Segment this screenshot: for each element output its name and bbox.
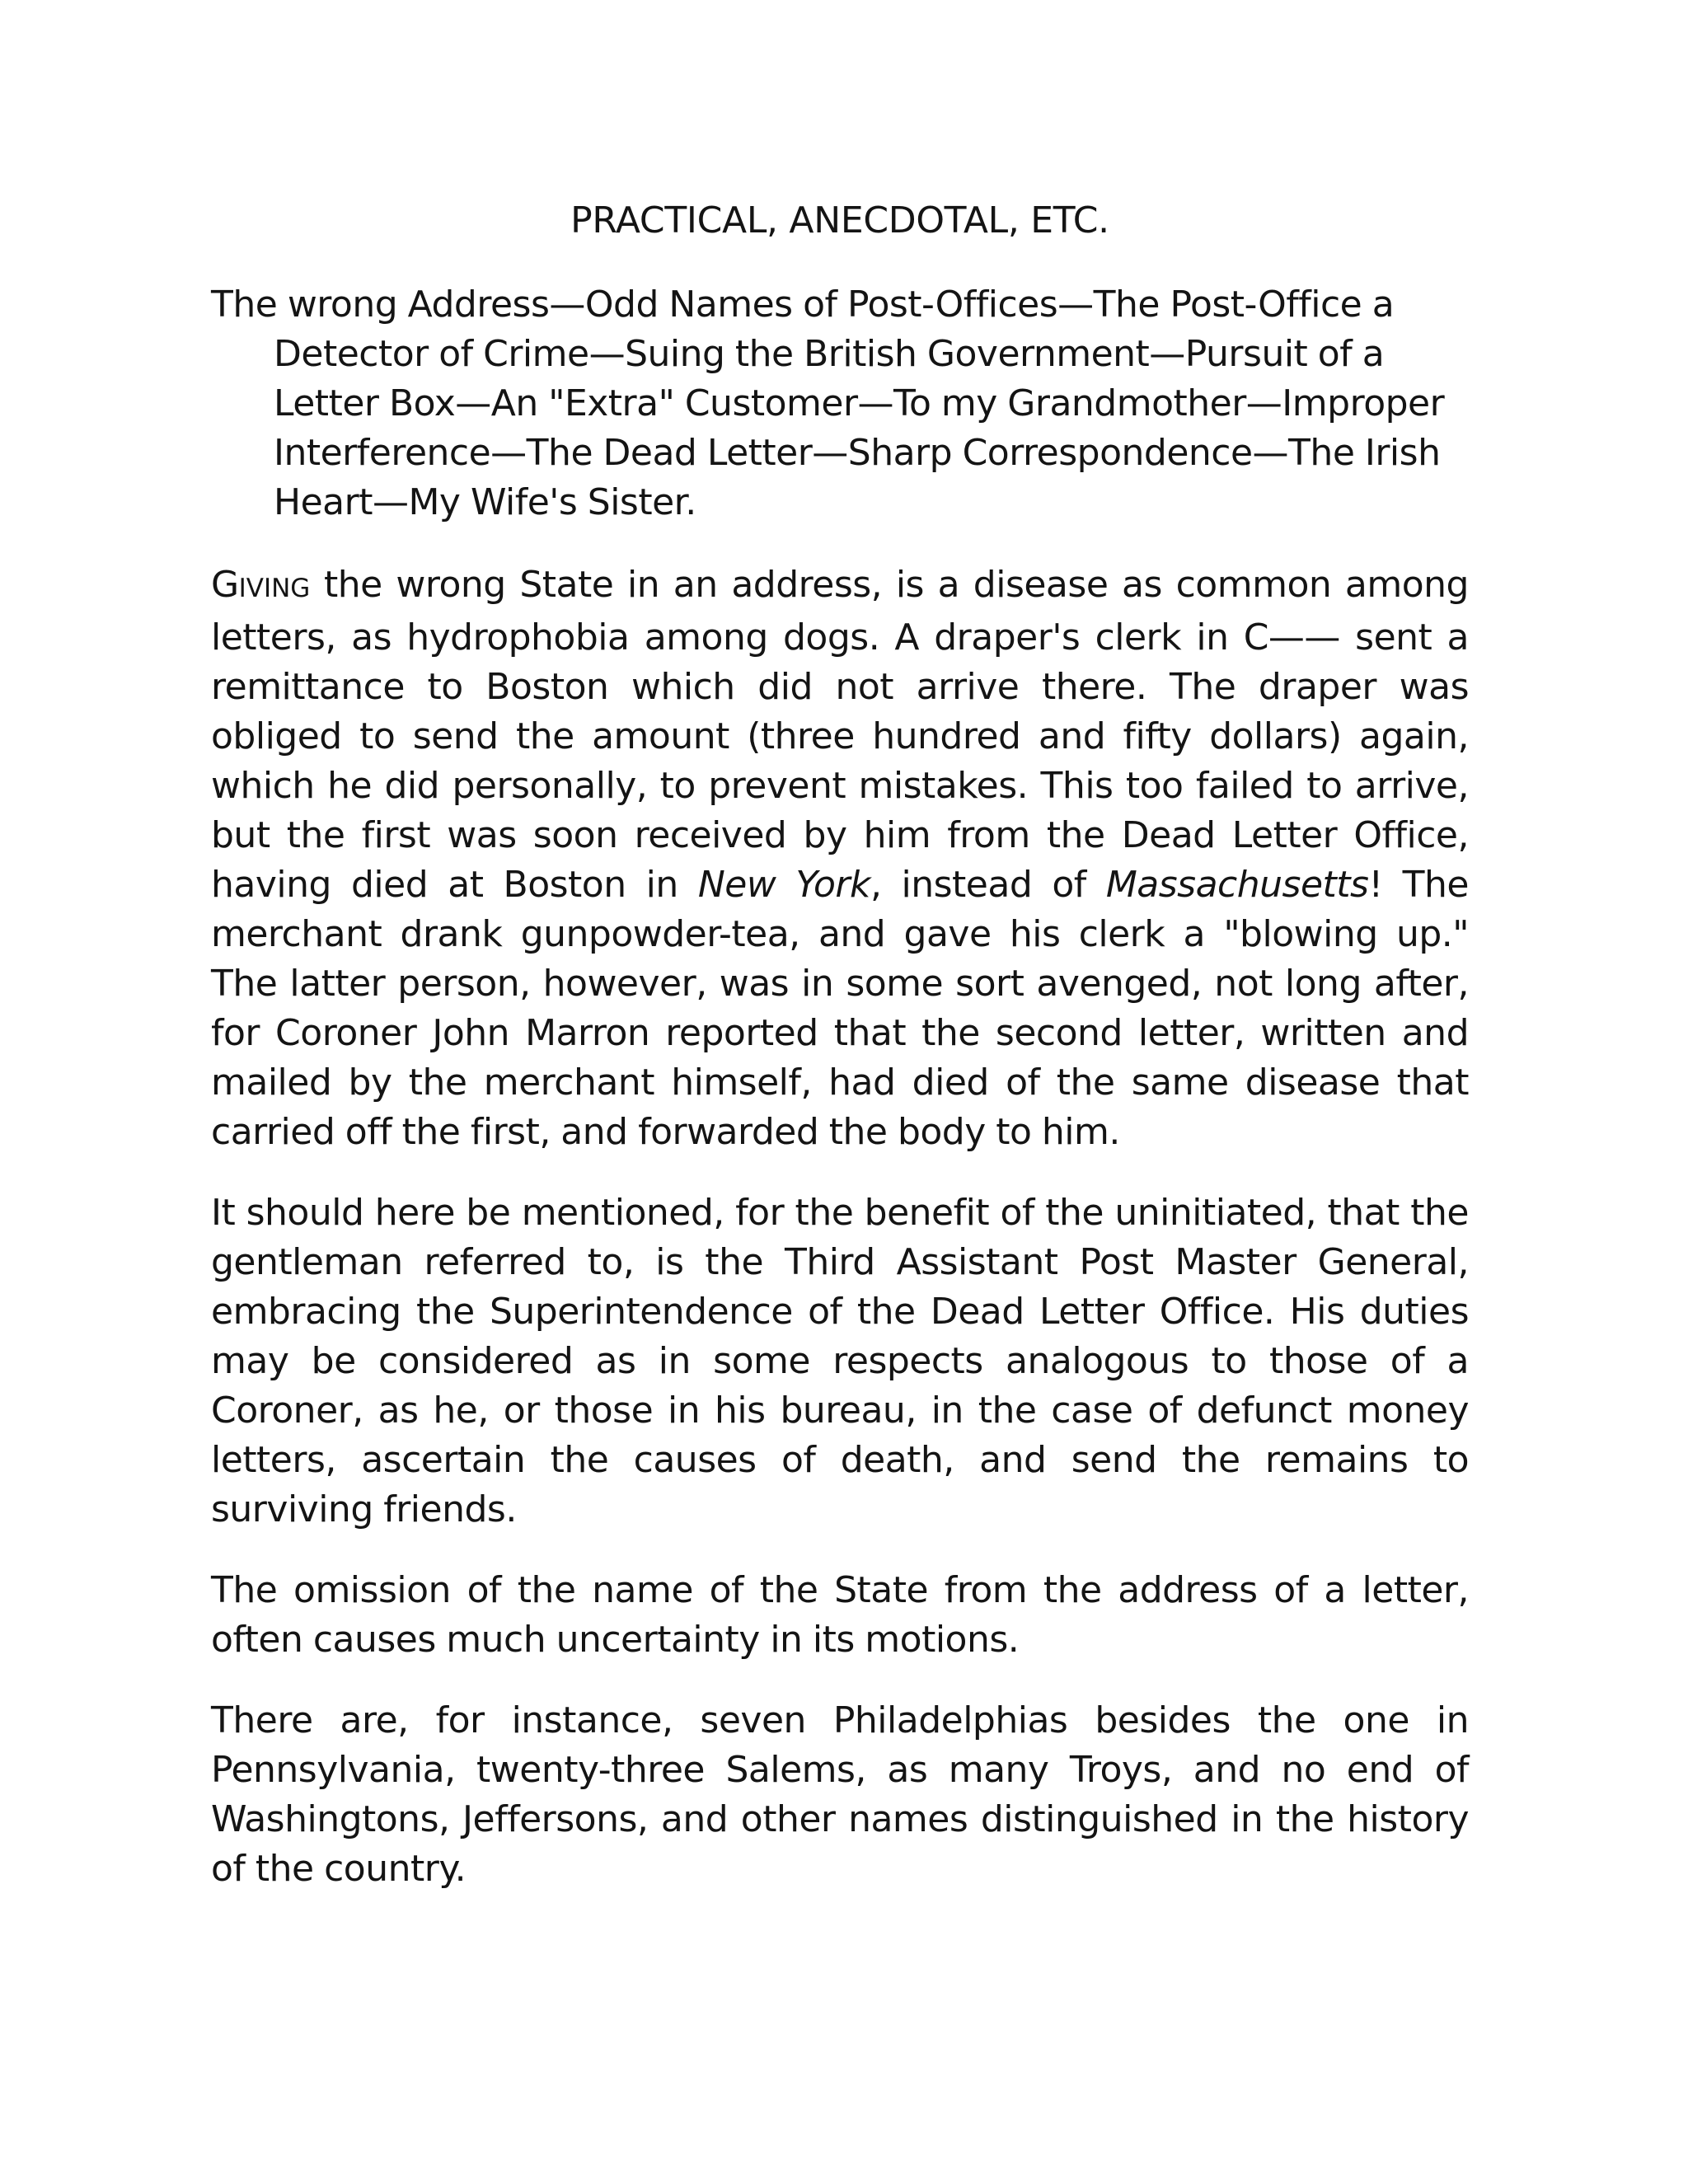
- italic-new-york: New York: [697, 864, 870, 906]
- lead-initial: G: [211, 564, 239, 606]
- lead-word: [211, 564, 310, 606]
- italic-massachusetts: Massachusetts: [1105, 864, 1369, 906]
- lead-smallcaps: IVING: [238, 574, 311, 603]
- document-page: [211, 196, 1469, 1925]
- paragraph-3: The omission of the name of the State from the address of a letter, often causes much uncertainty in its motions.: [211, 1569, 1469, 1661]
- paragraph-1-text-a: the wrong State in an address, is a disease as common among letters, as hydrophobia among dogs. A draper's clerk in C—— sent a remittance to Boston which did not arrive there. The draper was obliged to send the amount (three hundred and fifty dollars) again, which he did personally, to prevent mistakes. This too failed to arrive, but the first was soon received by him from the Dead Letter Office, having died at Boston in: [211, 564, 1469, 906]
- paragraph-1-text-b: , instead of: [870, 864, 1106, 906]
- paragraph-4: There are, for instance, seven Philadelphias besides the one in Pennsylvania, twenty-three Salems, as many Troys, and no end of Washingtons, Jeffersons, and other names distinguished in the history of the country.: [211, 1699, 1469, 1890]
- chapter-title: PRACTICAL, ANECDOTAL, ETC.: [570, 199, 1109, 241]
- paragraph-2: It should here be mentioned, for the benefit of the uninitiated, that the gentleman referred to, is the Third Assistant Post Master General, embracing the Superintendence of the Dead Letter Office. His duties may be considered as in some respects analogous to those of a Coroner, as he, or those in his bureau, in the case of defunct money letters, ascertain the causes of death, and send the remains to surviving friends.: [211, 1192, 1469, 1530]
- paragraph-1: [211, 560, 1469, 1157]
- chapter-synopsis: The wrong Address—Odd Names of Post-Offices—The Post-Office a Detector of Crime—Suing the British Government—Pursuit of a Letter Box—An "Extra" Customer—To my Grandmother—Improper Interference—The Dead Letter—Sharp Correspondence—The Irish Heart—My Wife's Sister.: [211, 284, 1445, 523]
- paragraph-1-text-c: ! The merchant drank gunpowder-tea, and gave his clerk a "blowing up." The latter person, however, was in some sort avenged, not long after, for Coroner John Marron reported that the second letter, written and mailed by the merchant himself, had died of the same disease that carried off the first, and forwarded the body to him.: [211, 864, 1469, 1153]
